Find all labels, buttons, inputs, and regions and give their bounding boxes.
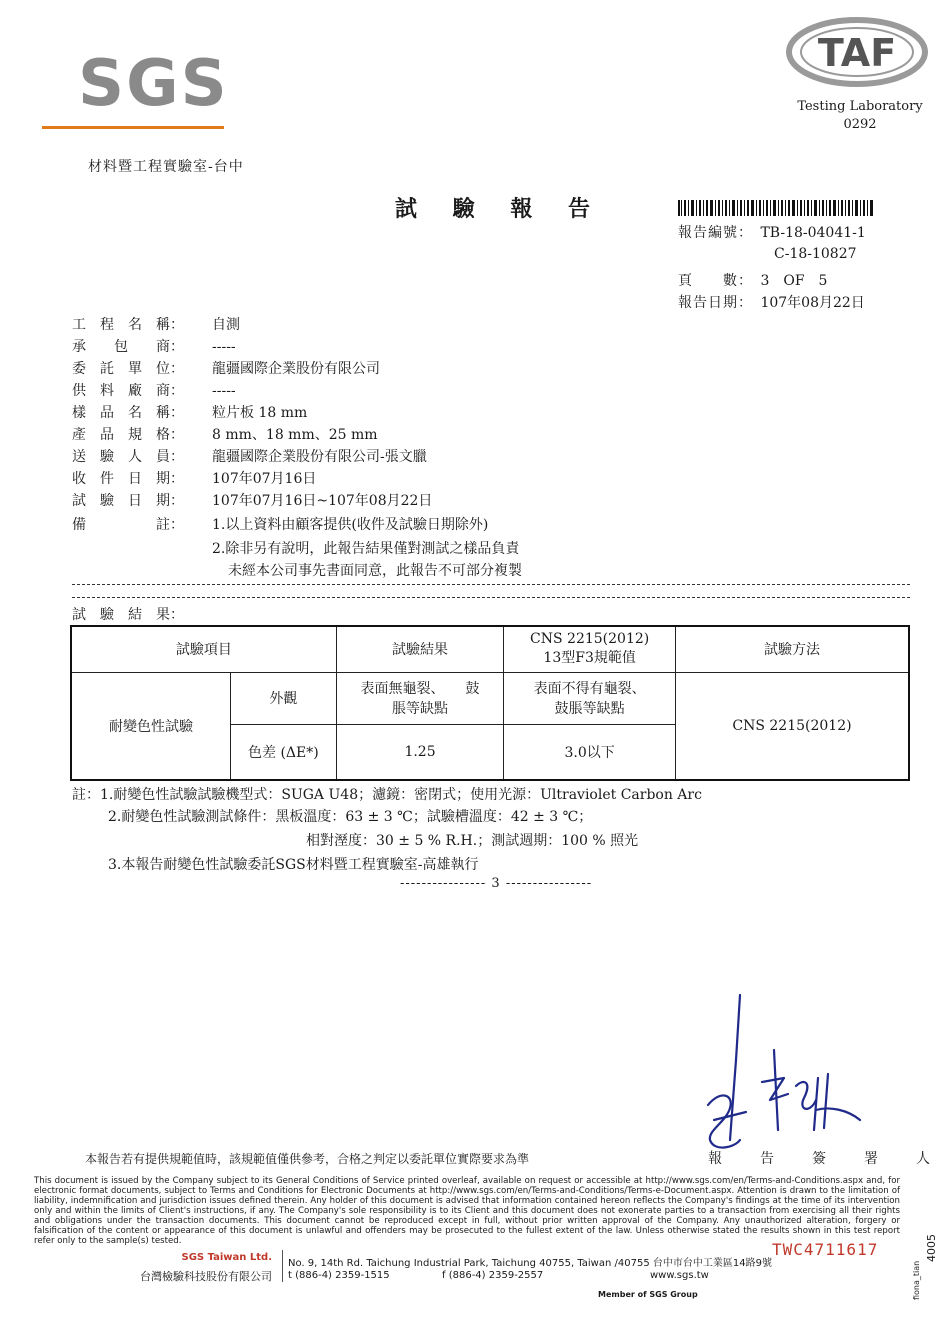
info-row-sample-name: [72, 402, 307, 422]
note-1: 註：1.耐變色性試驗試驗機型式：SUGA U48；濾鏡：密閉式；使用光源：Ultraviolet Carbon Arc: [72, 787, 702, 803]
method-cell: CNS 2215(2012): [675, 672, 909, 780]
info-label: 委 託 單 位：: [72, 361, 184, 377]
info-label: 工 程 名 稱：: [72, 317, 184, 333]
taf-caption-text: Testing Laboratory: [797, 99, 923, 114]
member-of-sgs: Member of SGS Group: [598, 1290, 698, 1299]
result-cell: [336, 672, 504, 724]
header-spec: [504, 626, 676, 672]
info-value: -----: [212, 383, 236, 399]
report-date-label: 報告日期：: [678, 295, 753, 311]
report-number-1: TB-18-04041-1: [760, 225, 866, 241]
results-table: [70, 625, 910, 781]
table-row: [71, 672, 909, 724]
results-label: 試 驗 結 果：: [72, 607, 184, 623]
info-row-project: [72, 314, 240, 334]
barcode: [678, 200, 874, 216]
report-date-row: [678, 292, 865, 312]
info-value: -----: [212, 339, 236, 355]
page-value: 3 OF 5: [760, 273, 828, 289]
footer-company-en: SGS Taiwan Ltd.: [181, 1252, 272, 1263]
info-label: 供 料 廠 商：: [72, 383, 184, 399]
result-line-2: 脹等缺點: [392, 701, 449, 717]
info-label: 試 驗 日 期：: [72, 493, 184, 509]
page-marker: ---------------- 3 ----------------: [400, 876, 593, 891]
report-title: 試 驗 報 告: [395, 196, 604, 222]
footer-phone: t (886-4) 2359-1515: [288, 1270, 390, 1281]
double-dashed-divider: [72, 584, 910, 598]
info-label: 承 包 商：: [72, 339, 184, 355]
note-2: 2.耐變色性試驗測試條件：黑板溫度：63 ± 3 ℃；試驗槽溫度：42 ± 3 ℃；: [108, 809, 593, 825]
remark-2: 2.除非另有說明，此報告結果僅對測試之樣品負責: [212, 541, 520, 557]
spec-cell: 3.0以下: [504, 724, 676, 780]
info-row-remarks: [72, 514, 488, 534]
info-label: 產 品 規 格：: [72, 427, 184, 443]
specification-disclaimer-note: 本報告若有提供規範值時，該規範值僅供參考，合格之判定以委託單位實際要求為準: [85, 1152, 530, 1166]
footer-website: www.sgs.tw: [650, 1270, 709, 1281]
info-value: 龍疆國際企業股份有限公司: [212, 361, 380, 377]
info-row-received-date: [72, 468, 316, 488]
remark-2-cont: 未經本公司事先書面同意，此報告不可部分複製: [228, 563, 522, 579]
info-value: 自測: [212, 317, 240, 333]
info-row-test-date: [72, 490, 432, 510]
signature: [700, 990, 870, 1160]
sub-item-cell: 外觀: [230, 672, 336, 724]
report-number-2: C-18-10827: [774, 246, 857, 262]
note-3: 3.本報告耐變色性試驗委託SGS材料暨工程實驗室-高雄執行: [108, 857, 479, 873]
note-2-cont: 相對溼度：30 ± 5 % R.H.；測試週期：100 % 照光: [306, 833, 639, 849]
result-cell: 1.25: [336, 724, 504, 780]
report-date-value: 107年08月22日: [760, 295, 865, 311]
header-test-result: 試驗結果: [336, 626, 504, 672]
serial-number: TWC4711617: [772, 1240, 879, 1259]
result-line-1: 表面無龜裂、 鼓: [360, 681, 480, 697]
info-value: 粒片板 18 mm: [212, 405, 308, 421]
page-label: 頁 數：: [678, 273, 753, 289]
info-label: 備 註：: [72, 517, 184, 533]
page-row: [678, 270, 827, 290]
info-row-spec: [72, 424, 378, 444]
sub-item-cell: 色差 (ΔE*): [230, 724, 336, 780]
info-row-contractor: [72, 336, 236, 356]
footer-company-zh: 台灣檢驗科技股份有限公司: [140, 1270, 272, 1283]
info-value: 8 mm、18 mm、25 mm: [212, 427, 378, 443]
spec-cell: [504, 672, 676, 724]
info-label: 送 驗 人 員：: [72, 449, 184, 465]
taf-logo-text: TAF: [817, 31, 897, 75]
info-label: 收 件 日 期：: [72, 471, 184, 487]
sgs-logo-underline: [42, 126, 224, 129]
legal-disclaimer: This document is issued by the Company subject to its General Conditions of Service printed overleaf, available on request or accessible at http://www.sgs.com/en/Terms-and-Conditions.aspx and, for electronic format documents, subject to Terms and Conditions for Electronic Documents at http://www.sgs.com/en/Terms-and-Conditions/Terms-e-Document.aspx. Attention is drawn to the limitation of liability, indemnification and jurisdiction issues defined therein. Any holder of this document is advised that information contained hereon reflects the Company's findings at the time of its intervention only and within the limits of Client's instructions, if any. The Company's sole responsibility is to its Client and this document does not exonerate parties to a transaction from exercising all their rights and obligations under the transaction documents. This document cannot be reproduced except in full, without prior written approval of the Company. Any unauthorized alteration, forgery or falsification of the content or appearance of this document is unlawful and offenders may be prosecuted to the fullest extent of the law. Unless otherwise stated the results shown in this test report refer only to the sample(s) tested.: [34, 1176, 900, 1246]
info-value: 1.以上資料由顧客提供(收件及試驗日期除外): [212, 517, 489, 533]
footer-fax: f (886-4) 2359-2557: [442, 1270, 544, 1281]
report-number-label: 報告編號：: [678, 225, 753, 241]
taf-number: 0292: [843, 117, 877, 132]
info-row-submitter: [72, 446, 427, 466]
taf-caption: [790, 98, 930, 134]
header-test-method: 試驗方法: [675, 626, 909, 672]
footer-address: No. 9, 14th Rd. Taichung Industrial Park, Taichung 40755, Taiwan /40755 台中市台中工業區14路9號: [288, 1258, 772, 1269]
info-label: 樣 品 名 稱：: [72, 405, 184, 421]
report-number-row: [678, 222, 866, 242]
group-cell: 耐變色性試驗: [71, 672, 230, 780]
taf-logo: [782, 10, 932, 90]
info-value: 107年07月16日~107年08月22日: [212, 493, 433, 509]
sgs-logo-text: SGS: [78, 47, 229, 121]
signer-label: 報 告 簽 署 人: [708, 1151, 942, 1167]
header-test-item: 試驗項目: [71, 626, 336, 672]
spec-line-1: 表面不得有龜裂、: [533, 681, 646, 697]
info-value: 龍疆國際企業股份有限公司-張文臘: [212, 449, 427, 465]
table-header-row: [71, 626, 909, 672]
lab-name: 材料暨工程實驗室-台中: [88, 159, 244, 175]
sgs-logo: [78, 47, 229, 132]
side-code-small: fiona_tian: [912, 1260, 921, 1300]
info-row-client: [72, 358, 380, 378]
header-spec-line-2: 13型F3規範值: [543, 650, 636, 667]
spec-line-2: 鼓脹等缺點: [554, 701, 625, 717]
info-row-supplier: [72, 380, 236, 400]
header-spec-line-1: CNS 2215(2012): [530, 631, 650, 648]
footer-divider: [282, 1250, 283, 1282]
info-value: 107年07月16日: [212, 471, 317, 487]
side-code: 4005: [925, 1234, 938, 1262]
